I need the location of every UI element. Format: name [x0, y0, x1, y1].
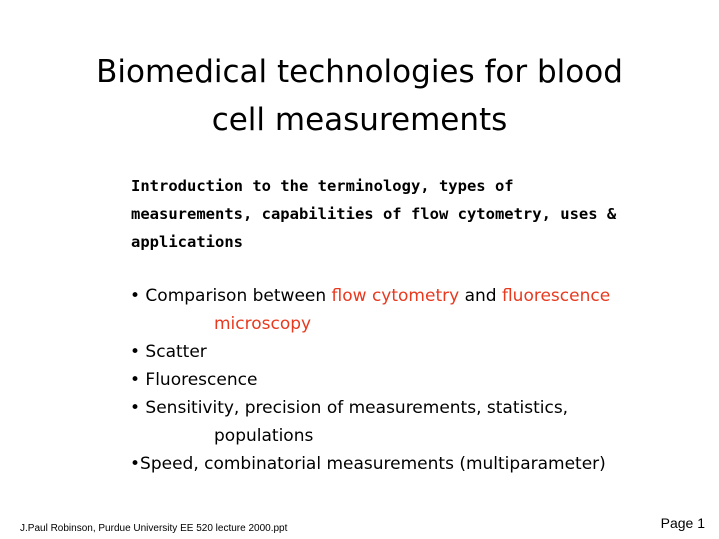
- footer-credit: J.Paul Robinson, Purdue University EE 520 lecture 2000.ppt: [20, 523, 288, 534]
- bullet-item-scatter: • Scatter: [130, 342, 207, 362]
- bullet-sensitivity-text: • Sensitivity, precision of measurements, statistics,: [130, 398, 569, 418]
- bullet-item-speed: •Speed, combinatorial measurements (multiparameter): [130, 454, 606, 474]
- page-number: Page 1: [660, 515, 705, 531]
- bullet-item-sensitivity: [130, 394, 690, 450]
- highlight-fluorescence: fluorescence: [501, 286, 611, 306]
- intro-line-2: measurements, capabilities of flow cytometry, uses &: [131, 205, 617, 223]
- bullet-item-comparison: [130, 282, 690, 338]
- intro-line-3: applications: [131, 233, 243, 251]
- bullet-comparison-prefix: • Comparison between: [130, 286, 332, 306]
- intro-paragraph: [131, 172, 691, 256]
- highlight-flow-cytometry: flow cytometry: [331, 286, 460, 306]
- highlight-microscopy: microscopy: [214, 314, 312, 334]
- title-line-1: Biomedical technologies for blood: [96, 54, 623, 90]
- bullet-comparison-mid: and: [459, 286, 502, 306]
- bullet-sensitivity-cont: populations: [214, 426, 314, 446]
- bullet-list: [130, 282, 690, 478]
- intro-line-1: Introduction to the terminology, types of: [131, 177, 514, 195]
- bullet-item-fluorescence: • Fluorescence: [130, 370, 258, 390]
- title-line-2: cell measurements: [211, 102, 508, 138]
- slide-title: [0, 48, 719, 144]
